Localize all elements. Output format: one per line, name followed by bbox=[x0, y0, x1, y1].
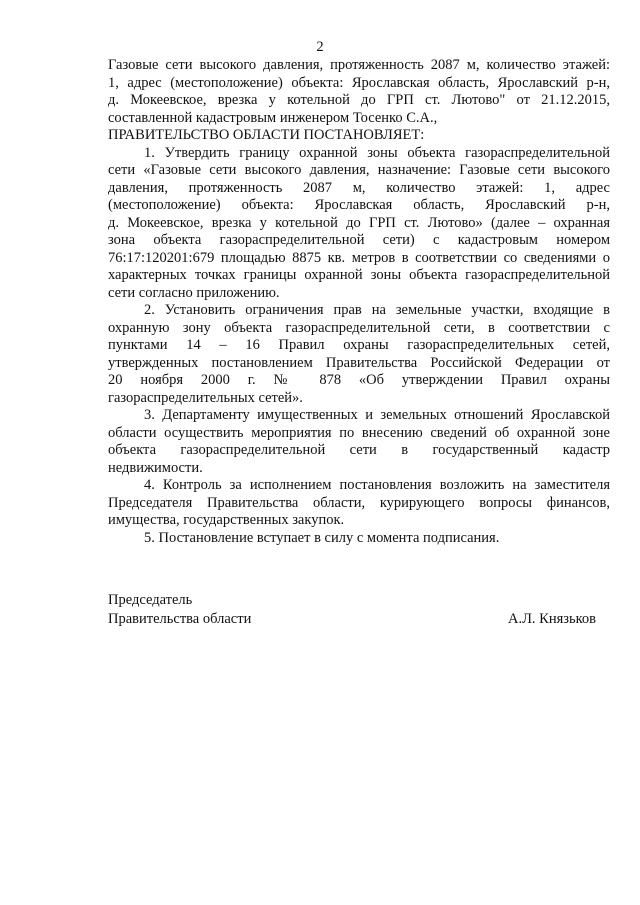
text-line: недвижимости. bbox=[108, 459, 203, 476]
text-line: 5. Постановление вступает в силу с момента подписания. bbox=[144, 529, 500, 546]
text-line: сети согласно приложению. bbox=[108, 284, 280, 301]
text-line: имущества, государственных закупок. bbox=[108, 512, 345, 528]
text-line: 1. Утвердить границу охранной зоны объекта газораспределительной bbox=[144, 144, 610, 161]
text-line: 20 ноября 2000 г. № 878 «Об утверждении Правил охраны bbox=[108, 372, 610, 388]
page-number: 2 bbox=[316, 39, 324, 55]
text-line: пунктами 14 – 16 Правил охраны газораспределительных сетей, bbox=[108, 337, 610, 353]
text-line: охранную зону объекта газораспределительной сети, в соответствии с bbox=[108, 319, 610, 336]
text-line: 1, адрес (местоположение) объекта: Ярославская область, Ярославский р-н, bbox=[108, 74, 610, 91]
signature-block bbox=[108, 591, 610, 629]
text-line: области осуществить мероприятия по внесению сведений об охранной зоне bbox=[108, 424, 610, 441]
text-line: Председателя Правительства области, курирующего вопросы финансов, bbox=[108, 494, 610, 511]
text-line: Газовые сети высокого давления, протяженность 2087 м, количество этажей: bbox=[108, 57, 610, 73]
text-line: утвержденных постановлением Правительства Российской Федерации от bbox=[108, 354, 610, 371]
signatory-title-line-2-row bbox=[108, 610, 610, 629]
text-line: 4. Контроль за исполнением постановления возложить на заместителя bbox=[144, 477, 610, 493]
resolution-body bbox=[108, 57, 610, 547]
text-line: 2. Установить ограничения прав на земельные участки, входящие в bbox=[144, 302, 610, 318]
text-line: составленной кадастровым инженером Тосенко С.А., bbox=[108, 109, 438, 126]
text-line: давления, протяженность 2087 м, количество этажей: 1, адрес bbox=[108, 179, 610, 196]
text-line: ПРАВИТЕЛЬСТВО ОБЛАСТИ ПОСТАНОВЛЯЕТ: bbox=[108, 127, 425, 143]
text-line: газораспределительных сетей». bbox=[108, 389, 303, 406]
text-line: (местоположение) объекта: Ярославская область, Ярославский р-н, bbox=[108, 197, 610, 213]
text-line: объекта газораспределительной сети в государственный кадастр bbox=[108, 442, 610, 458]
text-line: д. Мокеевское, врезка у котельной до ГРП ст. Лютово" от 21.12.2015, bbox=[108, 92, 610, 108]
signatory-title-line-2: Правительства области bbox=[108, 611, 252, 627]
signatory-title-line-1: Председатель bbox=[108, 592, 193, 608]
text-line: 3. Департаменту имущественных и земельных отношений Ярославской bbox=[144, 407, 610, 423]
signatory-name: А.Л. Князьков bbox=[507, 611, 596, 627]
text-line: сети «Газовые сети высокого давления, назначение: Газовые сети высокого bbox=[108, 162, 610, 178]
text-line: характерных точках границы охранной зоны объекта газораспределительной bbox=[108, 267, 610, 283]
text-line: зона объекта газораспределительной сети) с кадастровым номером bbox=[108, 232, 610, 248]
text-line: 76:17:120201:679 площадью 8875 кв. метров в соответствии со сведениями о bbox=[108, 249, 610, 266]
text-line: д. Мокеевское, врезка у котельной до ГРП ст. Лютово» (далее – охранная bbox=[108, 214, 610, 231]
